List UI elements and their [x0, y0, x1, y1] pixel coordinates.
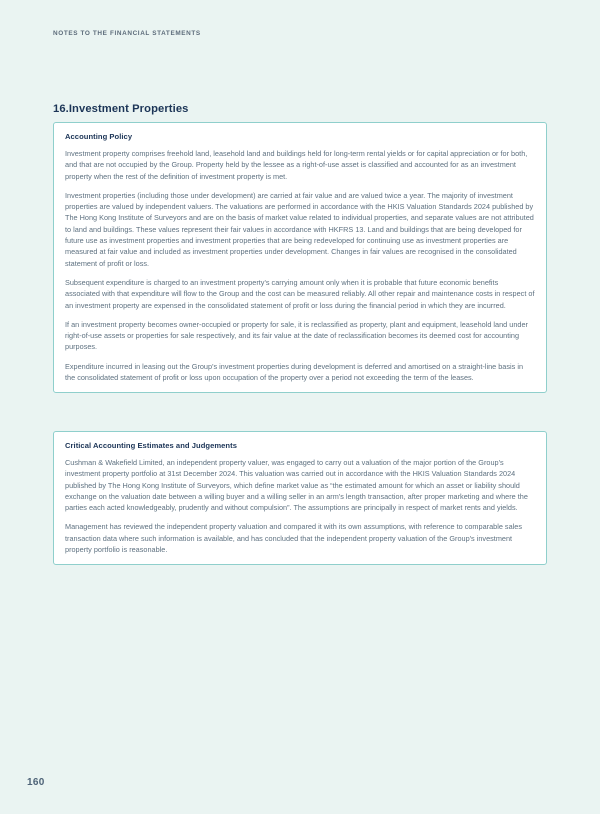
policy-paragraph: Investment properties (including those under development) are carried at fair value and are valued twice a year. The majority of investment properties are valued by independent valuers. The valuations are performed in accordance with the HKIS Valuation Standards 2024 published by The Hong Kong Institute of Surveyors and are on the basis of market value related to individual properties, and separate values are not attributed to land and buildings. These values represent their fair values in accordance with HKFRS 13. Land and buildings that are being developed for future use as investment properties and investment properties that are being redeveloped for continuing use as investment properties are measured at fair value and included as investment properties under development. Changes in fair values are recognised in the consolidated statement of profit or loss. [65, 190, 534, 268]
policy-paragraph: Expenditure incurred in leasing out the Group's investment properties during development is deferred and amortised on a straight-line basis in the consolidated statement of profit or loss upon occupation of the property over a period not exceeding the term of the leases. [65, 361, 524, 383]
page-title: 16.Investment Properties [53, 103, 189, 115]
page-number: 160 [27, 777, 45, 788]
accounting-policy-panel [53, 122, 547, 393]
policy-paragraph: Subsequent expenditure is charged to an investment property's carrying amount only when it is probable that future economic benefits associated with that expenditure will flow to the Group and the cost can be measured reliably. All other repair and maintenance costs in respect of an investment property are expensed in the consolidated statement of profit or loss during the financial period in which they are incurred. [65, 277, 535, 310]
panel-heading: Critical Accounting Estimates and Judgements [65, 441, 237, 450]
panel-heading: Accounting Policy [65, 132, 133, 141]
running-header: NOTES TO THE FINANCIAL STATEMENTS [53, 30, 201, 37]
policy-paragraph: Investment property comprises freehold land, leasehold land and buildings held for long-term rental yields or for capital appreciation or for both, and that are not occupied by the Group. Property held by the lessee as a right-of-use asset is classified and accounted for as an investment property when the rest of the definition of investment property is met. [65, 149, 528, 181]
critical-estimates-panel [53, 431, 547, 565]
policy-paragraph: If an investment property becomes owner-occupied or property for sale, it is reclassified as property, plant and equipment, leasehold land under right-of-use assets or properties for sale respectively, and its fair value at the date of reclassification becomes its deemed cost for accounting purposes. [65, 319, 528, 352]
estimates-paragraph: Management has reviewed the independent property valuation and compared it with its own assumptions, with reference to comparable sales transaction data where such information is available, and has concluded that the independent property valuation of the Group's investment property portfolio is reasonable. [65, 522, 522, 555]
estimates-paragraph: Cushman & Wakefield Limited, an independent property valuer, was engaged to carry out a valuation of the major portion of the Group's investment property portfolio at 31st December 2024. This valuation was carried out in accordance with the HKIS Valuation Standards 2024 published by The Hong Kong Institute of Surveyors, which define market value as “the estimated amount for which an asset or liability should exchange on the valuation date between a willing buyer and a willing seller in an arm's length transaction, after proper marketing and where the parties each acted knowledgeably, prudently and without compulsion”. The assumptions are principally in respect of market rents and yields. [65, 458, 528, 513]
